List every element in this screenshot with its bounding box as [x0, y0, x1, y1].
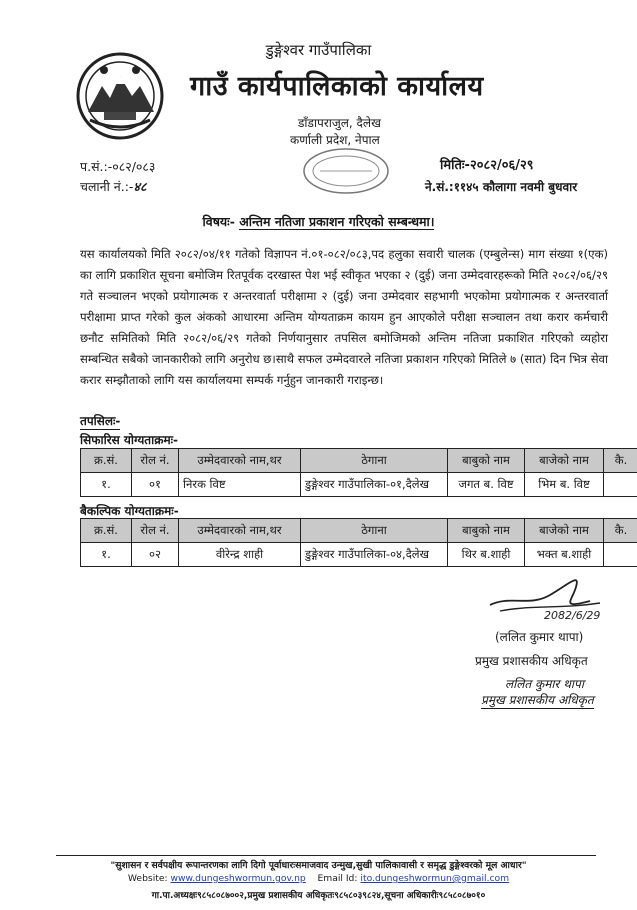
body-paragraph: यस कार्यालयको मिति २०८२/०४/११ गतेको विज्ञापन नं.०१-०८२/०८३,पद हलुका सवारी चालक (एम्बुलेन्स) माग संख्या १(एक) का लागि प्रकाशित सूचना बमोजिम रितपूर्वक दरखास्त पेश भई स्वीकृत भएका २ (दुई) जना उम्मेदवारहरूको मिति २०८२/०६/२९ गते सञ्चालन भएको प्रयोगात्मक र अन्तरवार्ता परीक्षामा २ (दुई) जना उम्मेदवार सहभागी भएकोमा प्रयोगात्मक र अन्तरवार्ता परीक्षामा प्राप्त गरेको कुल अंकको आधारमा अन्तिम योग्यताक्रम कायम हुन आएकोले परीक्षा सञ्चालन तथा करार कर्मचारी छनौट समितिको मिति २०८२/०६/२९ गतेको निर्णयानुसार तपसिल बमोजिमको अन्तिम नतिजा प्रकाशित गरिएको व्यहोरा सम्बन्धित सबैको जानकारीको लागि अनुरोध छ।साथै सफल उम्मेदवारले नतिजा प्रकाशन गरिएको मितिले ७ (सात) दिन भित्र सेवा करार सम्झौताको लागि यस कार्यालयमा सम्पर्क गर्नुहुन जानकारी गराइन्छ। — [80, 247, 608, 387]
chalani-label: चलानी नं.:- — [80, 179, 134, 194]
footer-contacts: गा.पा.अध्यक्षः९८५८०८७००२,प्रमुख प्रशासकीय अधिकृतः९८५८०३९८२४,सूचना अधिकारीः९८५८०८७०१० — [151, 891, 486, 901]
patra-sankhya — [80, 158, 155, 175]
cell-father: जगत ब. विष्ट — [448, 473, 525, 497]
col-address: ठेगाना — [301, 519, 448, 543]
col-father: बाबुको नाम — [448, 519, 525, 543]
col-roll: रोल नं. — [132, 519, 179, 543]
stamp-title: प्रमुख प्रशासकीय अधिकृत — [481, 693, 594, 707]
footer-divider — [56, 855, 596, 856]
footer-motto: "सुशासन र सर्वपक्षीय रूपान्तरणका लागि दिगो पूर्वाधारःसमाजवाद उन्मुख,सुखी पालिकावासी र समृद्ध डुङ्गेश्वरको मूल आधार" — [110, 860, 527, 871]
office-seal-icon — [300, 146, 392, 196]
office-title: गाउँ कार्यपालिकाको कार्यालय — [190, 71, 484, 102]
ps-label: प.सं.:- — [80, 159, 113, 174]
website-link[interactable]: www.dungeshwormun.gov.np — [170, 873, 306, 884]
cell-name: निरक विष्ट — [179, 473, 301, 497]
table-header-row — [81, 519, 637, 543]
table-header-row — [81, 449, 637, 473]
nepal-sambat-date: ने.सं.:११४५ कौलागा नवमी बुधवार — [425, 180, 578, 194]
chalani-value: ४८ — [133, 179, 147, 194]
cell-remarks — [604, 543, 637, 567]
table-row — [81, 543, 637, 567]
subject-label: विषयः- — [202, 214, 235, 229]
signatory-title: प्रमुख प्रशासकीय अधिकृत — [475, 654, 588, 668]
signature-date: 2082/6/29 — [544, 609, 601, 622]
cell-remarks — [604, 473, 637, 497]
municipality-name: डुङ्गेश्वर गाउँपालिका — [265, 41, 372, 59]
cell-address: डुङ्गेश्वर गाउँपालिका-०४,दैलेख — [301, 543, 448, 567]
col-father: बाबुको नाम — [448, 449, 525, 473]
col-remarks: कै. — [604, 519, 637, 543]
signatory-name: (ललित कुमार थापा) — [495, 630, 584, 644]
alternate-table — [80, 518, 637, 567]
stamp-name: ललित कुमार थापा — [505, 677, 584, 691]
date-label: मितिः- — [440, 158, 470, 173]
cell-serial: १. — [81, 473, 132, 497]
col-grandfather: बाजेको नाम — [525, 519, 604, 543]
recommended-table — [80, 448, 637, 497]
col-grandfather: बाजेको नाम — [525, 449, 604, 473]
col-name: उम्मेदवारको नाम,थर — [179, 519, 301, 543]
col-serial: क्र.सं. — [81, 519, 132, 543]
cell-name: वीरेन्द्र शाही — [179, 543, 301, 567]
cell-roll: ०१ — [132, 473, 179, 497]
address-line-2: कर्णाली प्रदेश, नेपाल — [290, 133, 380, 147]
col-remarks: कै. — [604, 449, 637, 473]
col-serial: क्र.सं. — [81, 449, 132, 473]
date — [440, 155, 534, 173]
tapasil-label: तपसिलः- — [80, 414, 121, 428]
date-value: २०८२/०६/२९ — [469, 158, 534, 173]
address-line-1: डाँडापराजुल, दैलेख — [298, 116, 381, 130]
col-name: उम्मेदवारको नाम,थर — [179, 449, 301, 473]
cell-address: डुङ्गेश्वर गाउँपालिका-०१,दैलेख — [301, 473, 448, 497]
alternate-heading: बैकल्पिक योग्यताक्रमः- — [80, 504, 179, 518]
cell-grandfather: भक्त ब.शाही — [525, 543, 604, 567]
table-row — [81, 473, 637, 497]
col-roll: रोल नं. — [132, 449, 179, 473]
cell-grandfather: भिम ब. विष्ट — [525, 473, 604, 497]
recommended-heading: सिफारिस योग्यताक्रमः- — [80, 433, 179, 447]
subject-text: अन्तिम नतिजा प्रकाशन गरिएको सम्बन्धमा। — [239, 214, 435, 229]
cell-serial: १. — [81, 543, 132, 567]
website-label: Website: — [127, 873, 168, 884]
cell-father: थिर ब.शाही — [448, 543, 525, 567]
footer-web-email — [0, 873, 637, 884]
col-address: ठेगाना — [301, 449, 448, 473]
email-label: Email Id: — [317, 873, 358, 884]
signature-scribble — [480, 565, 610, 623]
ps-value: ०८२/०८३ — [112, 159, 156, 174]
cell-roll: ०२ — [132, 543, 179, 567]
chalani-number — [80, 178, 146, 195]
nepal-emblem-icon — [74, 50, 166, 142]
email-link[interactable]: ito.dungeshwormun@gmail.com — [360, 873, 510, 884]
subject-line — [0, 213, 637, 230]
